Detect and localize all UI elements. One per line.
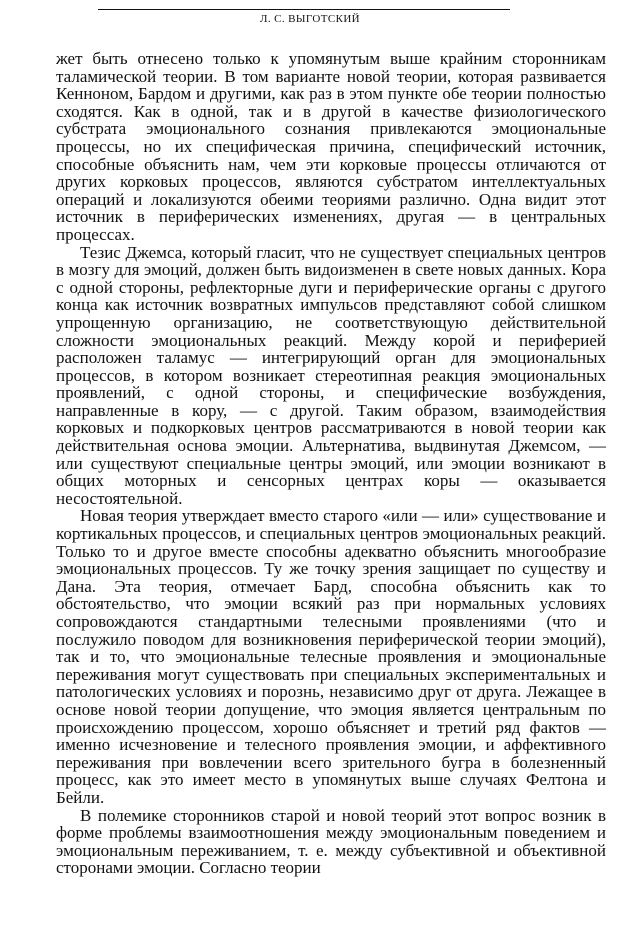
header-rule — [98, 9, 510, 10]
paragraph-james-thesis: Тезис Джемса, который гласит, что не существует специальных центров в мозгу для эмоций, должен быть видоизменен в свете новых данных. Кора с одной стороны, рефлекторные дуги и периферические органы с другого конца как источник возвратных импульсов представляют собой слишком упрощенную организацию, не соответствующую действительной сложности эмоциональных реакций. Между корой и периферией расположен таламус — интегрирующий орган для эмоциональных процессов, в котором возникает стереотипная реакция эмоциональных проявлений, с одной стороны, и специфические возбуждения, направленные в кору, — с другой. Таким образом, взаимодействия корковых и подкорковых центров рассматриваются в новой теории как действительная основа эмоции. Альтернатива, выдвинутая Джемсом, — или существуют специальные центры эмоций, или эмоции возникают в общих моторных и сенсорных центрах коры — оказывается несостоятельной. — [56, 242, 606, 508]
paragraph-continued: жет быть отнесено только к упомянутым выше крайним сторонникам таламической теории. В том варианте новой теории, которая развивается Кенноном, Бардом и другими, как раз в этом пункте обе теории полностью сходятся. Как в одной, так и в другой в качестве физиологического субстрата эмоционального сознания привлекаются эмоциональные процессы, но их специфическая причина, специфический источник, способные объяснить нам, чем эти корковые процессы отличаются от других корковых процессов, являются субстратом интеллектуальных операций и локализуются обеими теориями различно. Одна видит этот источник в периферических изменениях, другая — в центральных процессах. — [56, 49, 606, 244]
running-head: Л. С. ВЫГОТСКИЙ — [259, 13, 361, 25]
paragraph-polemic: В полемике сторонников старой и новой теорий этот вопрос возник в форме проблемы взаимоотношения между эмоциональным поведением и эмоциональным переживанием, т. е. между субъективной и объективной сторонами эмоции. Согласно теории — [56, 805, 606, 878]
paragraph-new-theory: Новая теория утверждает вместо старого «или — или» существование и кортикальных процессов, и специальных центров эмоциональных реакций. Только то и другое вместе способны адекватно объяснить многообразие эмоциональных процессов. Ту же точку зрения защищает по существу и Дана. Эта теория, отмечает Бард, способна объяснить как то обстоятельство, что эмоции всякий раз при нормальных условиях сопровождаются стандартными телесными проявлениями (что и послужило поводом для возникновения периферической теории эмоций), так и то, что эмоциональные телесные проявления и эмоциональные переживания могут существовать при специальных экспериментальных и патологических условиях и порознь, независимо друг от друга. Лежащее в основе новой теории допущение, что эмоция является центральным по происхождению процессом, хорошо объясняет и третий ряд фактов — именно исчезновение и телесного проявления эмоции, и аффективного переживания при вовлечении всего зрительного бугра в болезненный процесс, как это имеет место в упомянутых выше случаях Фелтона и Бейли. — [56, 506, 606, 807]
body-text — [56, 50, 606, 877]
